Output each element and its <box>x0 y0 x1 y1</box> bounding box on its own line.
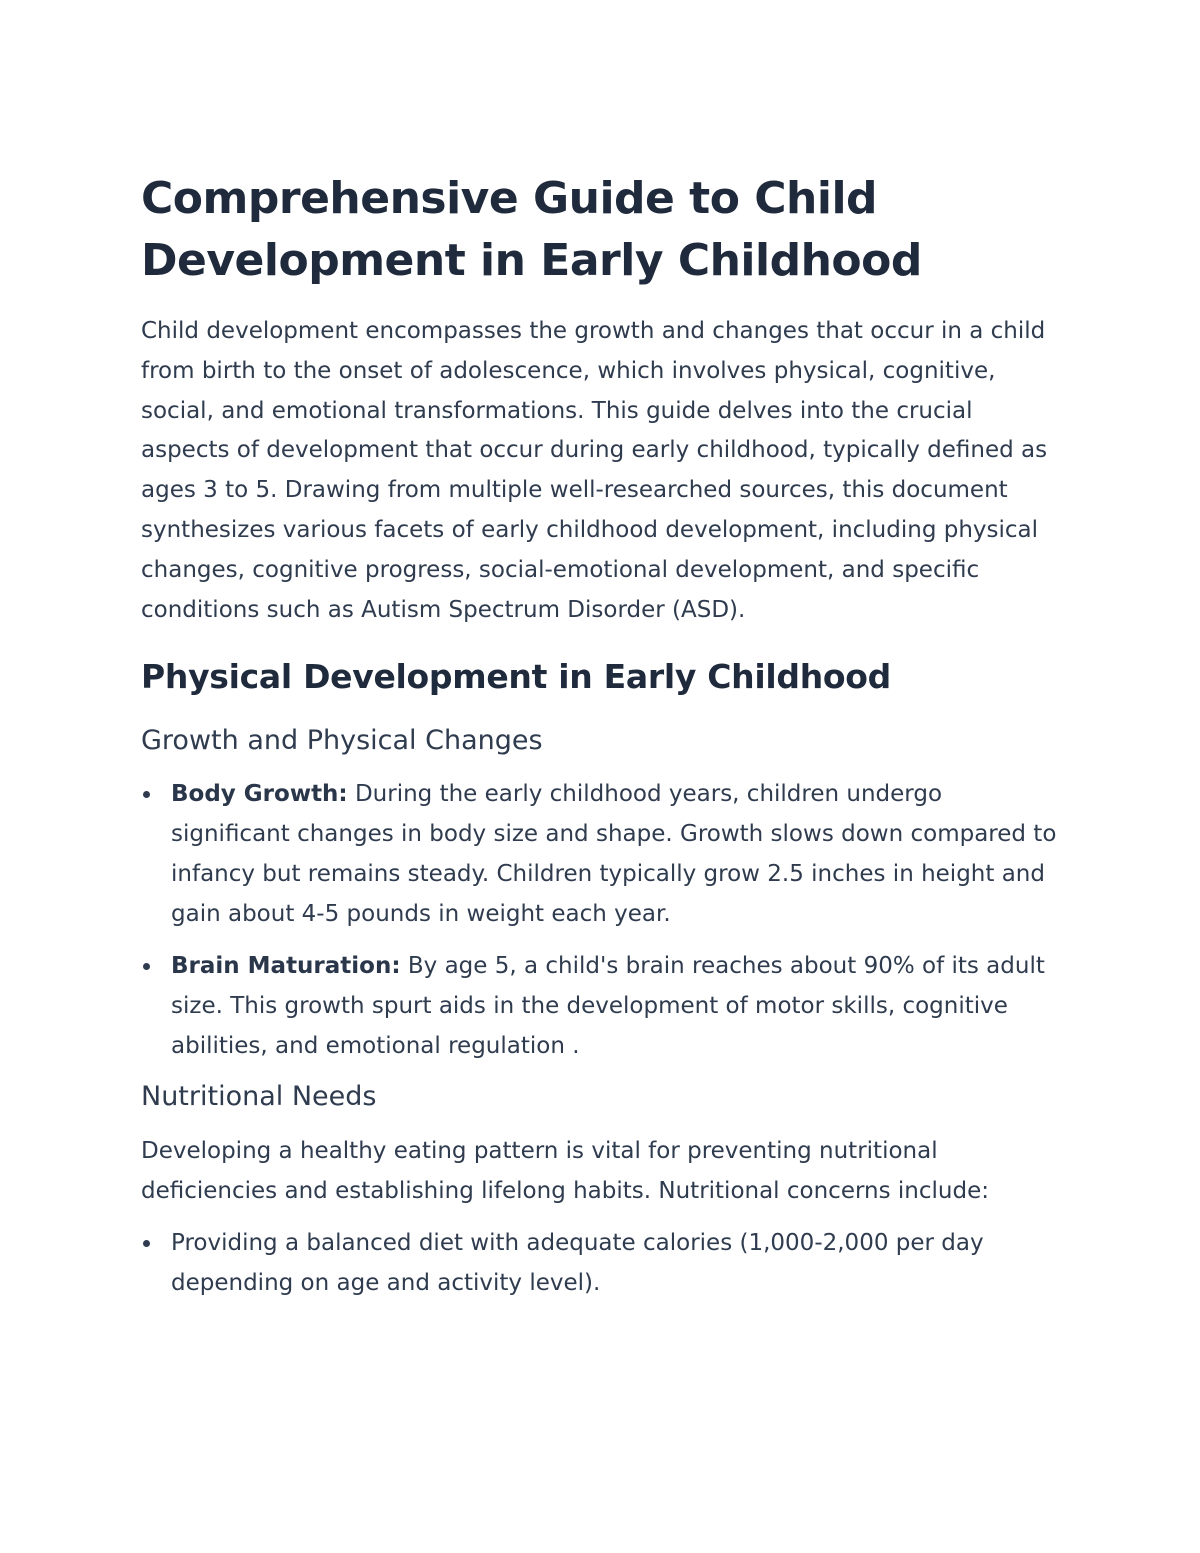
subheading-nutrition: Nutritional Needs <box>141 1081 377 1113</box>
list-item-text: Providing a balanced diet with adequate calories (1,000-2,000 per day depending on age and activity level). <box>171 1230 984 1297</box>
bullet-icon <box>143 791 150 798</box>
document-title: Comprehensive Guide to Child Development in Early Childhood <box>141 173 922 286</box>
list-item-text: During the early childhood years, children undergo significant changes in body size and shape. Growth slows down compared to infancy but remains steady. Children typically grow 2.5 inches in height and gain about 4-5 pounds in weight each year. <box>171 781 1057 928</box>
list-item <box>141 774 1061 934</box>
subheading-growth: Growth and Physical Changes <box>141 725 543 757</box>
bullet-icon <box>143 1240 150 1247</box>
list-item-label: Brain Maturation: <box>171 953 401 980</box>
nutrition-list <box>141 1223 1061 1303</box>
intro-paragraph: Child development encompasses the growth and changes that occur in a child from birth to the onset of adolescence, which involves physical, cognitive, social, and emotional transformations. This guide delves into the crucial aspects of development that occur during early childhood, typically defined as ages 3 to 5. Drawing from multiple well-researched sources, this document synthesizes various facets of early childhood development, including physical changes, cognitive progress, social-emotional development, and specific conditions such as Autism Spectrum Disorder (ASD). <box>141 318 1048 623</box>
list-item-text: By age 5, a child's brain reaches about 90% of its adult size. This growth spurt aids in the development of motor skills, cognitive abilities, and emotional regulation . <box>171 953 1045 1060</box>
section-heading-physical: Physical Development in Early Childhood <box>141 657 891 697</box>
bullet-icon <box>143 963 150 970</box>
list-item <box>141 1223 1061 1303</box>
growth-list <box>141 774 1061 1066</box>
nutrition-paragraph: Developing a healthy eating pattern is vital for preventing nutritional deficiencies and establishing lifelong habits. Nutritional concerns include: <box>141 1138 989 1204</box>
list-item <box>141 946 1061 1066</box>
document-page <box>141 168 1061 1315</box>
list-item-label: Body Growth: <box>171 781 348 808</box>
